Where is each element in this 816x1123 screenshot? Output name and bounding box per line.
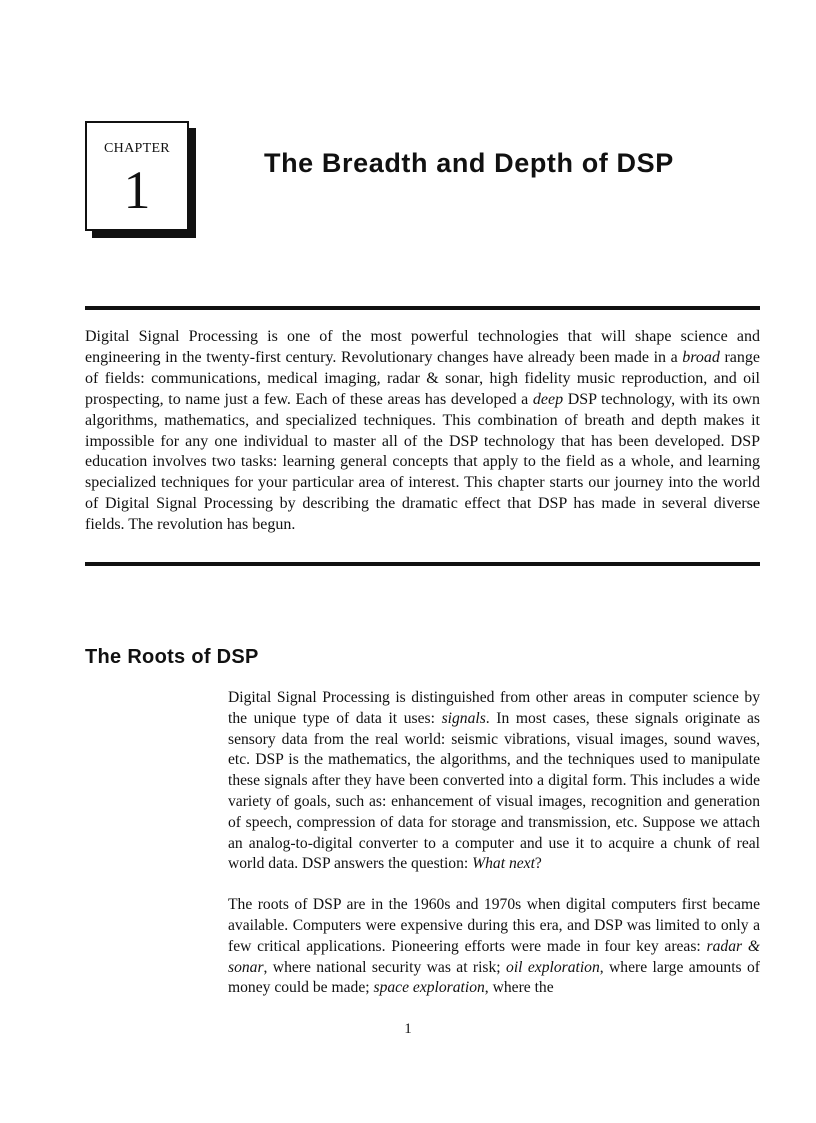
intro-text-1: Digital Signal Processing is one of the most powerful technologies that will shape science and engineering in the twenty-first century. Revolutionary changes have already been made in a — [85, 328, 760, 366]
intro-emphasis-broad: broad — [682, 348, 720, 366]
p2-emphasis-oil: oil exploration — [506, 958, 600, 976]
body-paragraph-1 — [228, 688, 760, 875]
page-number: 1 — [404, 1021, 412, 1037]
chapter-title: The Breadth and Depth of DSP — [264, 148, 674, 178]
section-heading: The Roots of DSP — [85, 646, 259, 668]
intro-paragraph — [85, 327, 760, 536]
p2-emphasis-radar: radar & sonar — [228, 937, 760, 976]
bottom-divider — [85, 562, 760, 566]
chapter-label: CHAPTER — [104, 141, 170, 156]
intro-text-2: range of fields: communications, medical imaging, radar & sonar, high fidelity music reproduction, and oil prospecting, to name just a few. Each of these areas has developed a — [85, 348, 761, 408]
p2-emphasis-space: space exploration — [373, 979, 485, 997]
p2-text-b: , where national security was at risk; — [263, 958, 507, 976]
p1-text-b: . In most cases, these signals originate as sensory data from the real world: seismic vibrations, visual images, sound waves, etc. DSP is the mathematics, the algorithms, and the techniques used to manipulate these signals after they have been converted into a digital form. This includes a wide variety of goals, such as: enhancement of visual images, recognition and generation of speech, compression of data for storage and transmission, etc. Suppose we attach an analog-to-digital converter to a computer and use it to acquire a chunk of real world data. DSP answers the question: — [228, 709, 760, 873]
chapter-box — [85, 121, 189, 231]
intro-emphasis-deep: deep — [532, 390, 564, 408]
p2-text-d: , where the — [484, 979, 554, 997]
p1-emphasis-signals: signals — [441, 709, 486, 727]
chapter-number: 1 — [123, 160, 151, 220]
top-divider — [85, 306, 760, 310]
p1-text-c: ? — [534, 855, 542, 873]
p1-text-a: Digital Signal Processing is distinguished from other areas in computer science by the unique type of data it uses: — [228, 689, 760, 727]
p2-text-c: , where large amounts of money could be made; — [228, 958, 760, 997]
p1-emphasis-what-next: What next — [472, 855, 535, 873]
p2-text-a: The roots of DSP are in the 1960s and 1970s when digital computers first became available. Computers were expensive during this era, and DSP was limited to only a few critical applications. Pioneering efforts were made in four key areas: — [228, 896, 760, 955]
body-column — [228, 688, 760, 1019]
intro-text-3: DSP technology, with its own algorithms, mathematics, and specialized techniques. This combination of breath and depth makes it impossible for any one individual to master all of the DSP technology that has been developed. DSP education involves two tasks: learning general concepts that apply to the field as a whole, and learning specialized techniques for your particular area of interest. This chapter starts our journey into the world of Digital Signal Processing by describing the dramatic effect that DSP has made in several diverse fields. The revolution has begun. — [85, 390, 761, 534]
body-paragraph-2 — [228, 895, 760, 999]
